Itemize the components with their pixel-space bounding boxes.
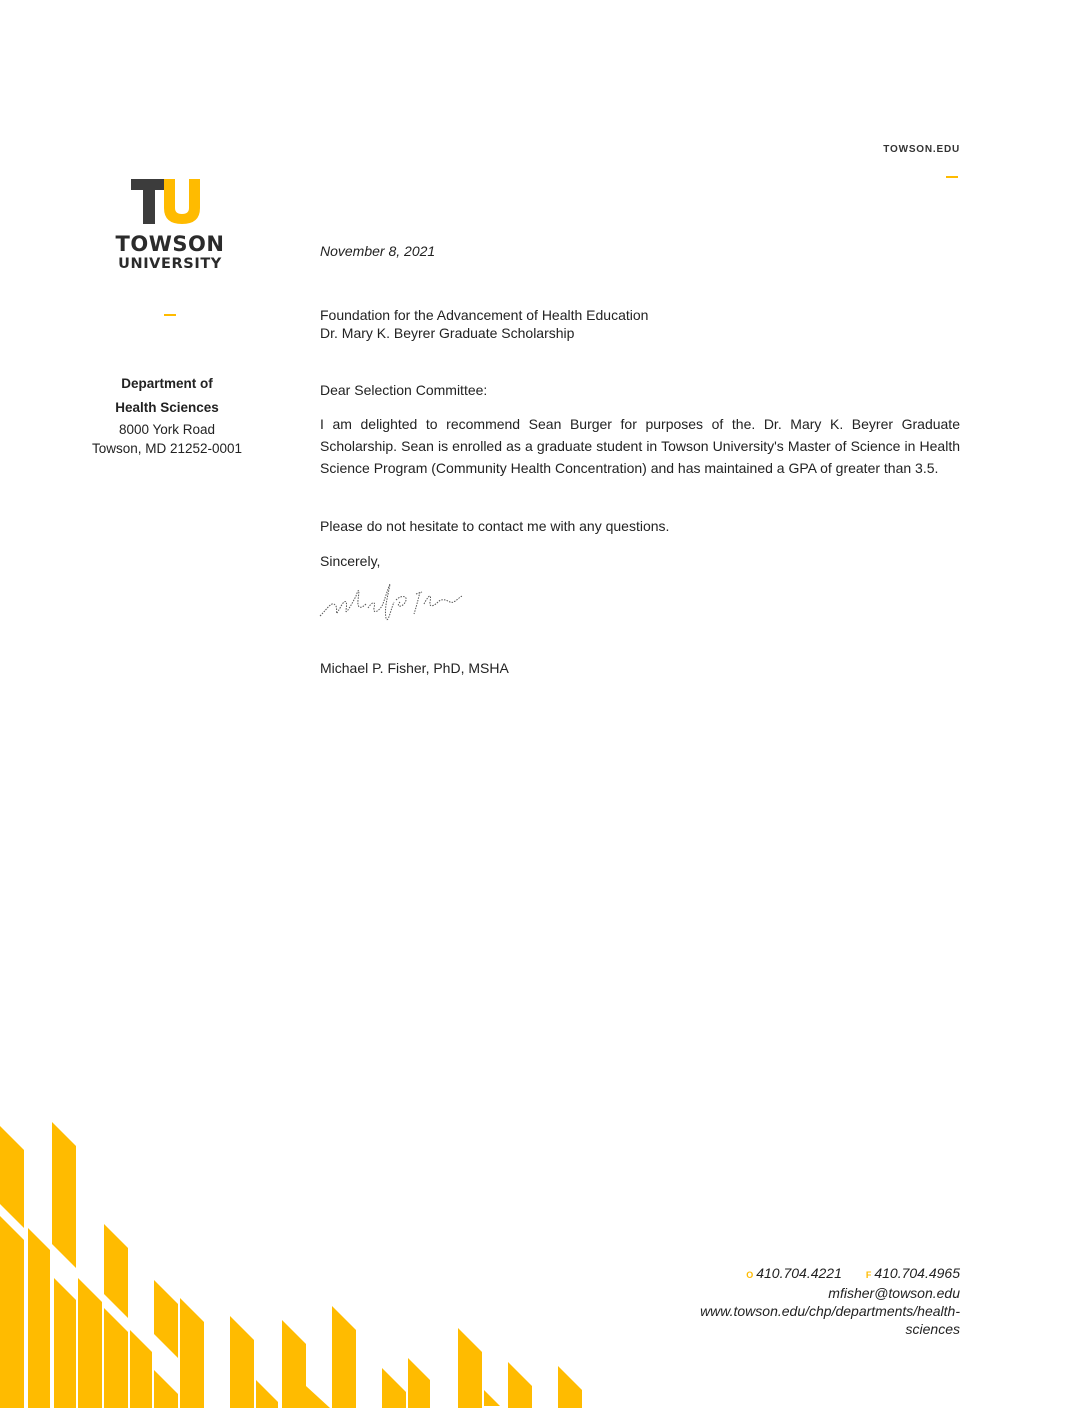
- office-label: O: [746, 1270, 754, 1280]
- tu-monogram-icon: [105, 176, 235, 226]
- signer-name: Michael P. Fisher, PhD, MSHA: [320, 660, 509, 676]
- sidebar-divider: [164, 314, 176, 316]
- recipient-line1: Foundation for the Advancement of Health Education: [320, 307, 649, 323]
- address-line2: Towson, MD 21252-0001: [91, 441, 243, 456]
- department-block: [60, 372, 274, 458]
- body-paragraph: I am delighted to recommend Sean Burger for purposes of the. Dr. Mary K. Beyrer Graduate Scholarship. Sean is enrolled as a graduate student in Towson University's Master of Science in Health Science Program (Community Health Concentration) and has maintained a GPA of greater than 3.5.: [320, 416, 960, 476]
- closing-word: Sincerely,: [320, 553, 381, 569]
- website-header: TOWSON.EDU: [883, 144, 960, 155]
- address-line1: 8000 York Road: [118, 422, 216, 437]
- office-phone[interactable]: 410.704.4221: [756, 1265, 842, 1281]
- wordmark-line1: TOWSON: [115, 232, 225, 256]
- fax-label: F: [865, 1270, 872, 1280]
- department-name-line2: Health Sciences: [115, 400, 219, 415]
- closing-paragraph: Please do not hesitate to contact me with any questions.: [320, 518, 670, 534]
- decorative-stripe-pattern: [0, 1118, 600, 1413]
- university-logo: [105, 176, 235, 231]
- department-name-line1: Department of: [121, 376, 213, 391]
- handwritten-signature: [318, 578, 468, 633]
- letter-date: November 8, 2021: [320, 243, 436, 259]
- wordmark-line2: UNIVERSITY: [118, 256, 222, 272]
- recipient-block: [320, 306, 960, 342]
- fax-phone: 410.704.4965: [874, 1265, 960, 1281]
- recipient-line2: Dr. Mary K. Beyrer Graduate Scholarship: [320, 325, 575, 341]
- website-link-line2[interactable]: sciences: [905, 1321, 960, 1337]
- salutation: Dear Selection Committee:: [320, 382, 488, 398]
- website-link-line1[interactable]: www.towson.edu/chp/departments/health-: [700, 1303, 960, 1319]
- phone-row: [600, 1264, 960, 1284]
- email-link[interactable]: mfisher@towson.edu: [828, 1285, 960, 1301]
- contact-block: [600, 1264, 960, 1338]
- university-wordmark: [100, 232, 240, 272]
- header-divider: [946, 176, 958, 178]
